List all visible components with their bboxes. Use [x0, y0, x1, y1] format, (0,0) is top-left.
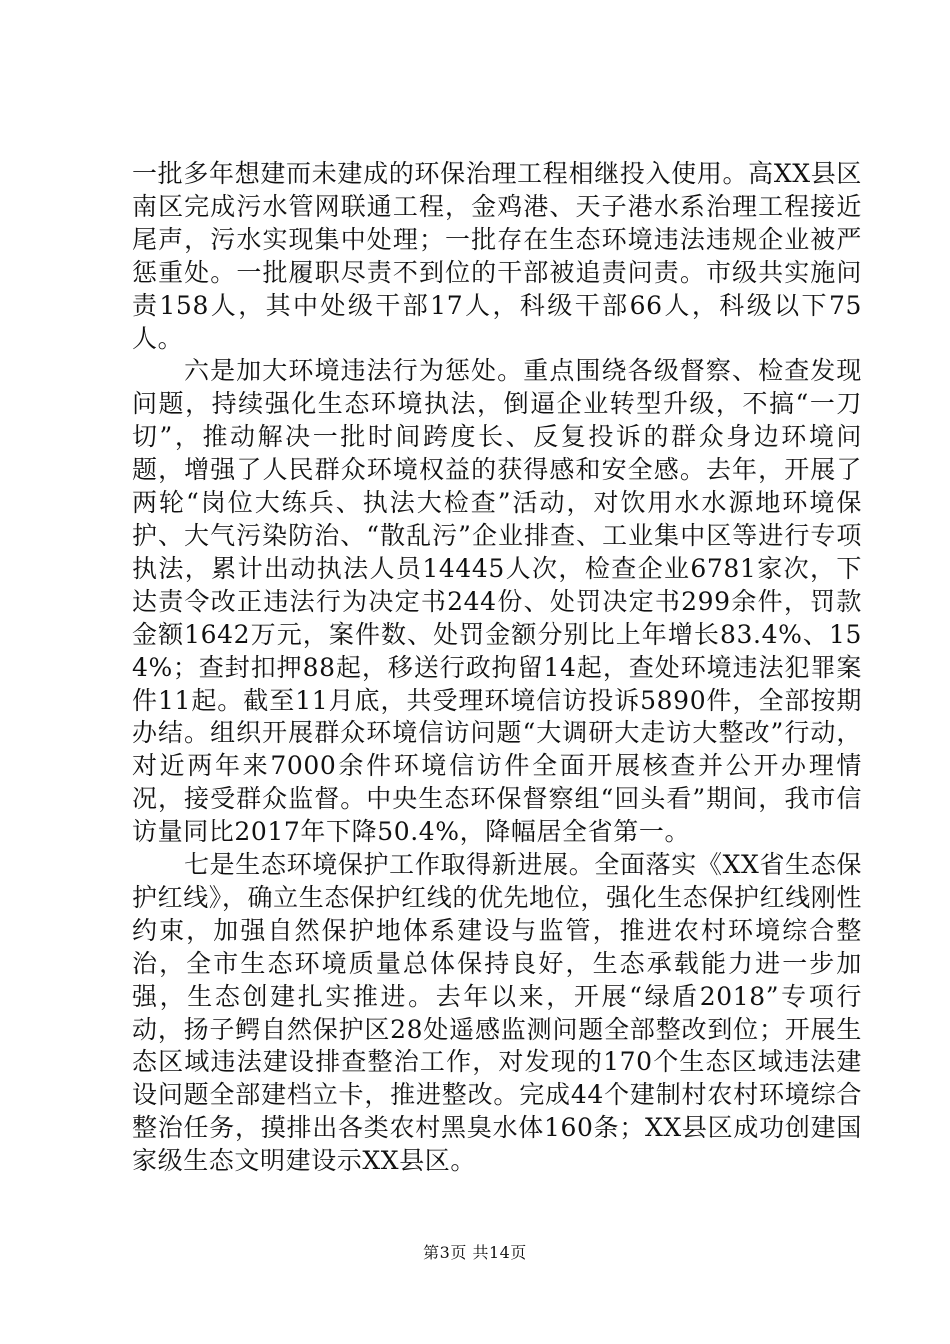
- paragraph-seven-ecology: 七是生态环境保护工作取得新进展。全面落实《XX省生态保护红线》，确立生态保护红线的优先地位，强化生态保护红线刚性约束，加强自然保护地体系建设与监管，推进农村环境综合整治，全市生态环境质量总体保持良好，生态承载能力进一步加强，生态创建扎实推进。去年以来，开展“绿盾2018”专项行动，扬子鳄自然保护区28处遥感监测问题全部整改到位；开展生态区域违法建设排查整治工作，对发现的170个生态区域违法建设问题全部建档立卡，推进整改。完成44个建制村农村环境综合整治任务，摸排出各类农村黑臭水体160条；XX县区成功创建国家级生态文明建设示XX县区。: [132, 850, 862, 1176]
- document-body: [132, 158, 862, 1178]
- paragraph-six-enforcement: 六是加大环境违法行为惩处。重点围绕各级督察、检查发现问题，持续强化生态环境执法，倒逼企业转型升级，不搞“一刀切”，推动解决一批时间跨度长、反复投诉的群众身边环境问题，增强了人民群众环境权益的获得感和安全感。去年，开展了两轮“岗位大练兵、执法大检查”活动，对饮用水水源地环境保护、大气污染防治、“散乱污”企业排查、工业集中区等进行专项执法，累计出动执法人员14445人次，检查企业6781家次，下达责令改正违法行为决定书244份、处罚决定书299余件，罚款金额1642万元，案件数、处罚金额分别比上年增长83.4%、154%；查封扣押88起，移送行政拘留14起，查处环境违法犯罪案件11起。截至11月底，共受理环境信访投诉5890件，全部按期办结。组织开展群众环境信访问题“大调研大走访大整改”行动，对近两年来7000余件环境信访件全面开展核查并公开办理情况，接受群众监督。中央生态环保督察组“回头看”期间，我市信访量同比2017年下降50.4%，降幅居全省第一。: [132, 356, 862, 847]
- paragraph-continuation: 一批多年想建而未建成的环保治理工程相继投入使用。高XX县区南区完成污水管网联通工程，金鸡港、天子港水系治理工程接近尾声，污水实现集中处理；一批存在生态环境违法违规企业被严惩重处。一批履职尽责不到位的干部被追责问责。市级共实施问责158人，其中处级干部17人，科级干部66人，科级以下75人。: [132, 159, 862, 353]
- page-number-footer: 第3页 共14页: [423, 1243, 527, 1262]
